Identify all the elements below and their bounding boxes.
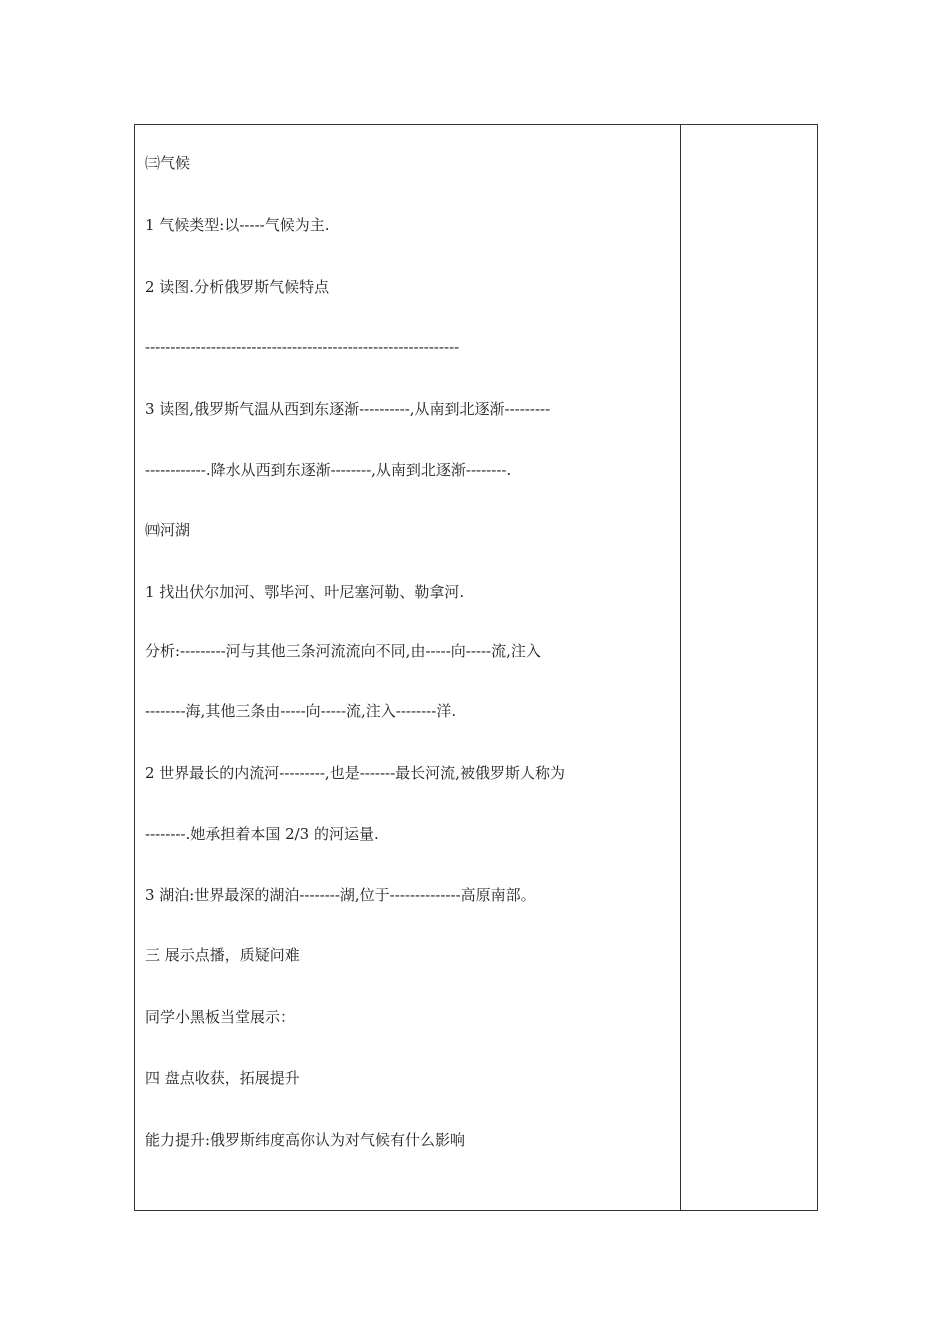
section-three-heading: 三 展示点播，质疑问难 <box>145 946 300 964</box>
temperature-question: 3 读图,俄罗斯气温从西到东逐渐----------,从南到北逐渐--------- <box>145 400 551 418</box>
blackboard-display-text: 同学小黑板当堂展示： <box>145 1008 296 1026</box>
section-climate-heading: ㈢气候 <box>145 154 191 172</box>
lake-question: 3 湖泊:世界最深的湖泊--------湖,位于--------------高原南部。 <box>145 886 536 904</box>
precipitation-question: ------------.降水从西到东逐渐--------,从南到北逐渐--------. <box>145 461 512 479</box>
river-analysis-line-2: --------海,其他三条由-----向-----流,注入--------洋. <box>145 702 457 720</box>
climate-features-question: 2 读图.分析俄罗斯气候特点 <box>145 278 330 296</box>
answer-blank-line: -------------------------------------------------------------- <box>145 338 460 356</box>
section-rivers-lakes-heading: ㈣河湖 <box>145 521 191 539</box>
find-rivers-question: 1 找出伏尔加河、鄂毕河、叶尼塞河勒、勒拿河. <box>145 583 465 601</box>
inland-river-line-1: 2 世界最长的内流河---------,也是-------最长河流,被俄罗斯人称为 <box>145 764 565 782</box>
column-divider <box>680 125 681 1210</box>
worksheet-table <box>134 124 818 1211</box>
climate-type-question: 1 气候类型:以-----气候为主. <box>145 216 330 234</box>
section-four-heading: 四 盘点收获，拓展提升 <box>145 1069 300 1087</box>
river-analysis-line-1: 分析:---------河与其他三条河流流向不同,由-----向-----流,注入 <box>145 642 541 660</box>
ability-improvement-question: 能力提升:俄罗斯纬度高你认为对气候有什么影响 <box>145 1131 466 1149</box>
inland-river-line-2: --------.她承担着本国 2/3 的河运量. <box>145 825 379 843</box>
